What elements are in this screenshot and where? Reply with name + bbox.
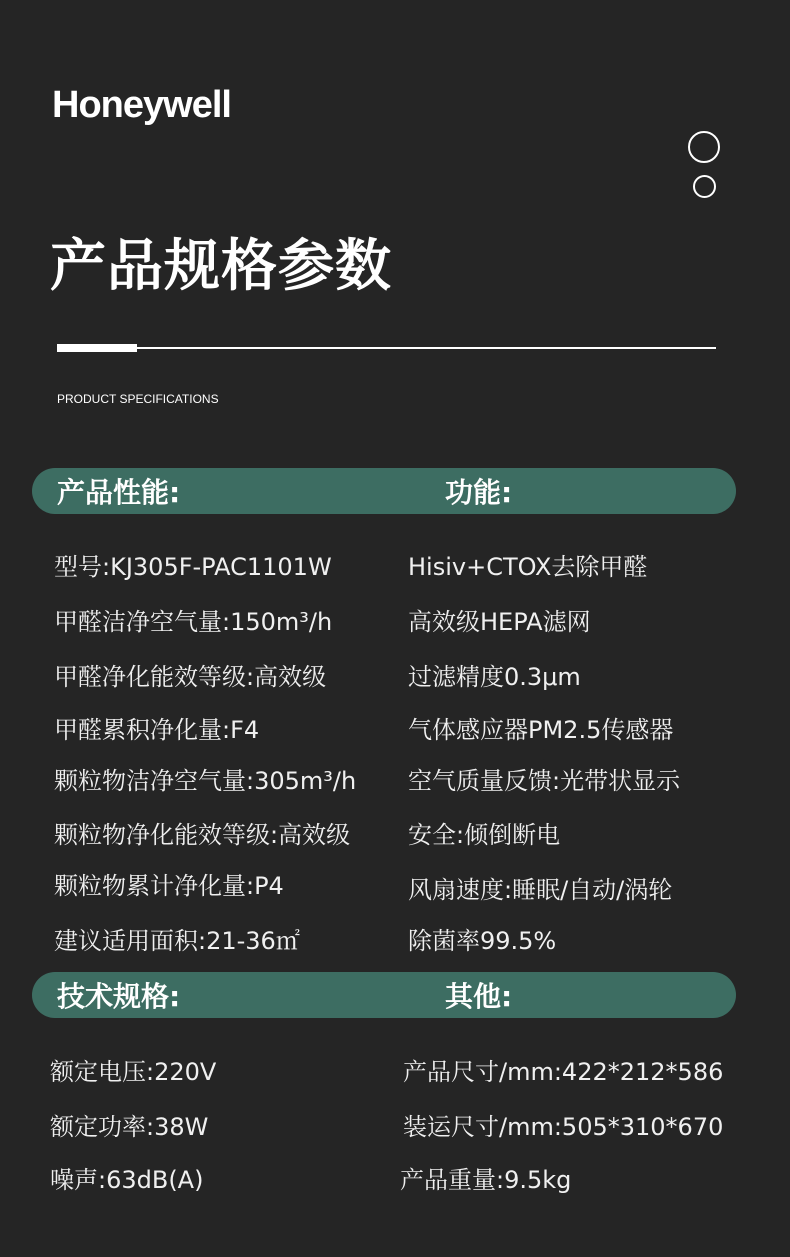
spec-particle-cadr: 颗粒物洁净空气量:305m³/h (54, 767, 357, 795)
function-safety: 安全:倾倒断电 (408, 821, 561, 849)
spec-shipping-size: 装运尺寸/mm:505*310*670 (403, 1113, 724, 1141)
page-subtitle: PRODUCT SPECIFICATIONS (57, 392, 219, 406)
function-precision: 过滤精度0.3μm (408, 663, 581, 691)
section-header-technical (32, 972, 736, 1018)
spec-product-size: 产品尺寸/mm:422*212*586 (403, 1058, 724, 1086)
spec-weight: 产品重量:9.5kg (400, 1166, 572, 1194)
function-sterilization: 除菌率99.5% (408, 927, 557, 955)
divider-line (57, 347, 716, 349)
spec-noise: 噪声:63dB(A) (50, 1166, 204, 1194)
divider-accent (57, 344, 137, 352)
section-label-other: 其他: (445, 980, 513, 1013)
section-label-functions: 功能: (445, 476, 513, 509)
small-ring-icon (693, 175, 716, 198)
spec-particle-efficiency: 颗粒物净化能效等级:高效级 (54, 821, 351, 849)
spec-particle-cumulative: 颗粒物累计净化量:P4 (54, 872, 284, 900)
spec-formaldehyde-cumulative: 甲醛累积净化量:F4 (54, 716, 260, 744)
spec-model: 型号:KJ305F-PAC1101W (54, 553, 332, 581)
section-label-performance: 产品性能: (57, 476, 181, 509)
spec-formaldehyde-efficiency: 甲醛净化能效等级:高效级 (54, 663, 327, 691)
function-feedback: 空气质量反馈:光带状显示 (408, 767, 681, 795)
brand-logo: Honeywell (52, 84, 231, 126)
large-ring-icon (688, 131, 720, 163)
function-fan-speed: 风扇速度:睡眠/自动/涡轮 (408, 876, 673, 904)
spec-area: 建议适用面积:21-36㎡ (54, 927, 300, 955)
spec-formaldehyde-cadr: 甲醛洁净空气量:150m³/h (54, 608, 333, 636)
function-hepa: 高效级HEPA滤网 (408, 608, 591, 636)
section-header-performance (32, 468, 736, 514)
function-sensor: 气体感应器PM2.5传感器 (408, 716, 674, 744)
page-title: 产品规格参数 (50, 234, 392, 299)
spec-power: 额定功率:38W (50, 1113, 209, 1141)
spec-voltage: 额定电压:220V (50, 1058, 217, 1086)
function-formaldehyde: Hisiv+CTOX去除甲醛 (408, 553, 648, 581)
section-label-technical: 技术规格: (57, 980, 181, 1013)
